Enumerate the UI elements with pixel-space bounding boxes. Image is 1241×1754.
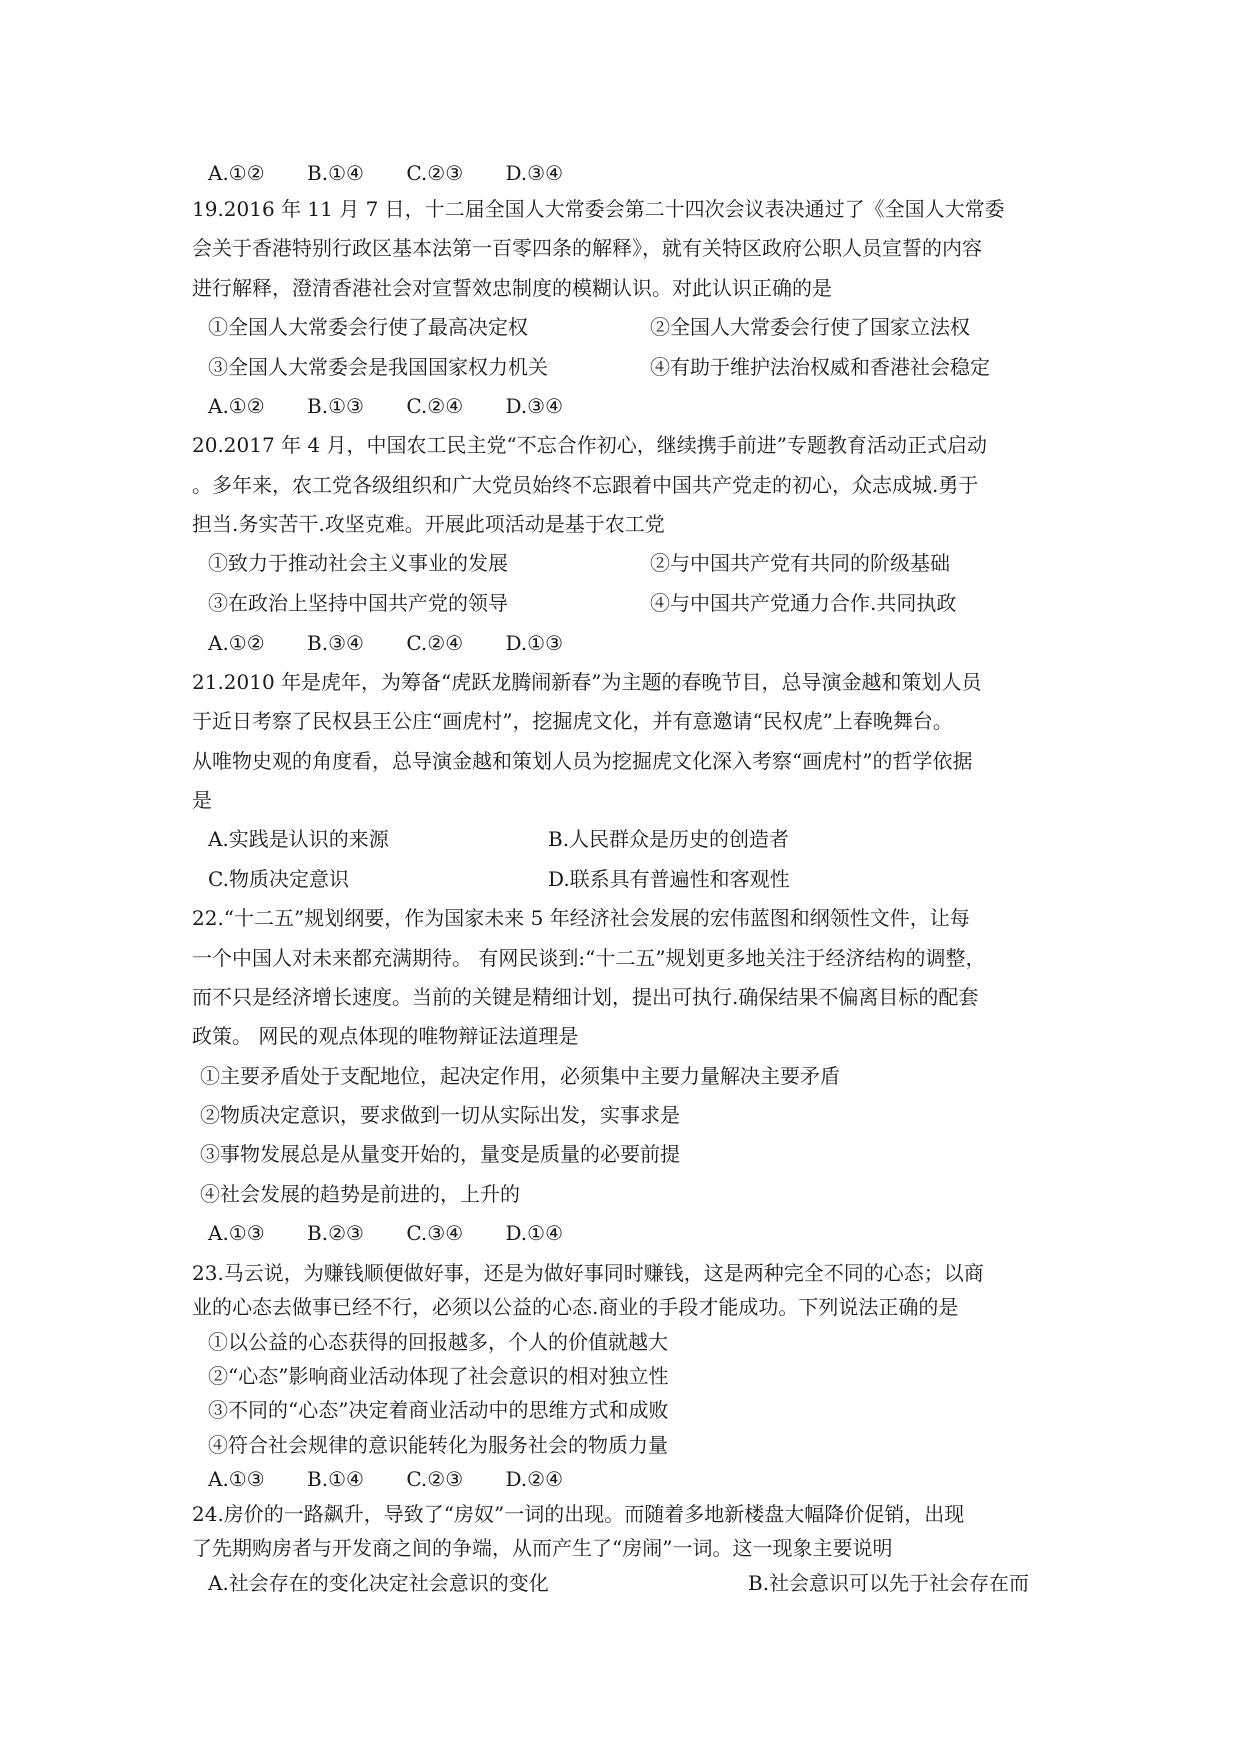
q19-stem-line-2: 会关于香港特别行政区基本法第一百零四条的解释》，就有关特区政府公职人员宣誓的内容	[192, 236, 982, 260]
q20-answer-a: A.①②	[208, 631, 265, 655]
q18-answer-a: A.①②	[208, 161, 265, 185]
q23-answer-a: A.①③	[208, 1467, 265, 1491]
q20-option-4: ④与中国共产党通力合作.共同执政	[650, 591, 957, 615]
q20-option-1: ①致力于推动社会主义事业的发展	[208, 551, 508, 575]
q22-option-3: ③事物发展总是从量变开始的，量变是质量的必要前提	[200, 1142, 680, 1166]
q21-option-d: D.联系具有普遍性和客观性	[548, 867, 790, 891]
q20-answer-d: D.①③	[505, 631, 564, 655]
q23-answer-c: C.②③	[406, 1467, 464, 1491]
q19-option-1: ①全国人大常委会行使了最高决定权	[208, 315, 528, 339]
q21-stem-line-3: 从唯物史观的角度看，总导演金越和策划人员为挖掘虎文化深入考察“画虎村”的哲学依据	[192, 749, 973, 773]
q19-stem-line-3: 进行解释，澄清香港社会对宣誓效忠制度的模糊认识。对此认识正确的是	[192, 276, 832, 300]
q23-option-3: ③不同的“心态”决定着商业活动中的思维方式和成败	[208, 1398, 669, 1422]
q22-option-1: ①主要矛盾处于支配地位，起决定作用，必须集中主要力量解决主要矛盾	[200, 1064, 840, 1088]
q22-answer-b: B.②③	[307, 1221, 364, 1245]
q18-answer-b: B.①④	[307, 161, 364, 185]
q24-option-b: B.社会意识可以先于社会存在而	[748, 1571, 1030, 1595]
q24-stem-line-2: 了先期购房者与开发商之间的争端，从而产生了“房闹”一词。这一现象主要说明	[192, 1536, 893, 1560]
q20-answer-row	[208, 630, 599, 656]
q19-answer-row	[208, 393, 599, 419]
q24-stem-line-1: 24.房价的一路飙升，导致了“房奴”一词的出现。而随着多地新楼盘大幅降价促销，出现	[192, 1502, 965, 1526]
q23-answer-b: B.①④	[307, 1467, 364, 1491]
q19-stem-line-1: 19.2016 年 11 月 7 日，十二届全国人大常委会第二十四次会议表决通过了《全国人大常委	[192, 197, 1005, 221]
q20-answer-c: C.②④	[406, 631, 464, 655]
q19-option-4: ④有助于维护法治权威和香港社会稳定	[650, 355, 990, 379]
q20-stem-line-2: 。多年来，农工党各级组织和广大党员始终不忘跟着中国共产党走的初心，众志成城.勇于	[192, 473, 979, 497]
q19-answer-b: B.①③	[307, 394, 364, 418]
q22-option-4: ④社会发展的趋势是前进的，上升的	[200, 1182, 520, 1206]
q22-answer-row	[208, 1220, 599, 1246]
q19-option-2: ②全国人大常委会行使了国家立法权	[650, 315, 970, 339]
q23-answer-d: D.②④	[505, 1467, 564, 1491]
q24-option-a: A.社会存在的变化决定社会意识的变化	[208, 1571, 549, 1595]
q20-stem-line-1: 20.2017 年 4 月，中国农工民主党“不忘合作初心，继续携手前进”专题教育活动正式启动	[192, 433, 987, 457]
q20-answer-b: B.③④	[307, 631, 364, 655]
q19-answer-d: D.③④	[505, 394, 564, 418]
q23-stem-line-1: 23.马云说，为赚钱顺便做好事，还是为做好事同时赚钱，这是两种完全不同的心态；以商	[192, 1261, 984, 1285]
q22-stem-line-4: 政策。 网民的观点体现的唯物辩证法道理是	[192, 1024, 579, 1048]
q22-answer-c: C.③④	[406, 1221, 464, 1245]
q21-stem-line-1: 21.2010 年是虎年，为筹备“虎跃龙腾闹新春”为主题的春晚节目，总导演金越和策划人员	[192, 670, 982, 694]
q21-option-a: A.实践是认识的来源	[208, 827, 389, 851]
q22-answer-a: A.①③	[208, 1221, 265, 1245]
q21-stem-line-4: 是	[192, 788, 212, 812]
q18-answer-row	[208, 160, 599, 186]
q23-option-2: ②“心态”影响商业活动体现了社会意识的相对独立性	[208, 1364, 669, 1388]
q22-answer-d: D.①④	[505, 1221, 564, 1245]
q20-stem-line-3: 担当.务实苦干.攻坚克难。开展此项活动是基于农工党	[192, 512, 665, 536]
q22-option-2: ②物质决定意识，要求做到一切从实际出发，实事求是	[200, 1103, 680, 1127]
q23-answer-row	[208, 1466, 599, 1492]
q19-option-3: ③全国人大常委会是我国国家权力机关	[208, 355, 548, 379]
q18-answer-c: C.②③	[406, 161, 464, 185]
q22-stem-line-2: 一个中国人对未来都充满期待。 有网民谈到:“十二五”规划更多地关注于经济结构的调整，	[192, 946, 986, 970]
q21-option-c: C.物质决定意识	[208, 867, 349, 891]
q21-stem-line-2: 于近日考察了民权县王公庄“画虎村”，挖掘虎文化，并有意邀请“民权虎”上春晚舞台。	[192, 709, 953, 733]
q23-option-1: ①以公益的心态获得的回报越多，个人的价值就越大	[208, 1330, 668, 1354]
q23-option-4: ④符合社会规律的意识能转化为服务社会的物质力量	[208, 1433, 668, 1457]
q23-stem-line-2: 业的心态去做事已经不行，必须以公益的心态.商业的手段才能成功。下列说法正确的是	[192, 1295, 959, 1319]
q20-option-3: ③在政治上坚持中国共产党的领导	[208, 591, 508, 615]
q22-stem-line-1: 22.“十二五”规划纲要，作为国家未来 5 年经济社会发展的宏伟蓝图和纲领性文件，让每	[192, 906, 970, 930]
q18-answer-d: D.③④	[505, 161, 564, 185]
q19-answer-c: C.②④	[406, 394, 464, 418]
q22-stem-line-3: 而不只是经济增长速度。当前的关键是精细计划，提出可执行.确保结果不偏离目标的配套	[192, 985, 979, 1009]
q19-answer-a: A.①②	[208, 394, 265, 418]
q21-option-b: B.人民群众是历史的创造者	[548, 827, 790, 851]
q20-option-2: ②与中国共产党有共同的阶级基础	[650, 551, 950, 575]
